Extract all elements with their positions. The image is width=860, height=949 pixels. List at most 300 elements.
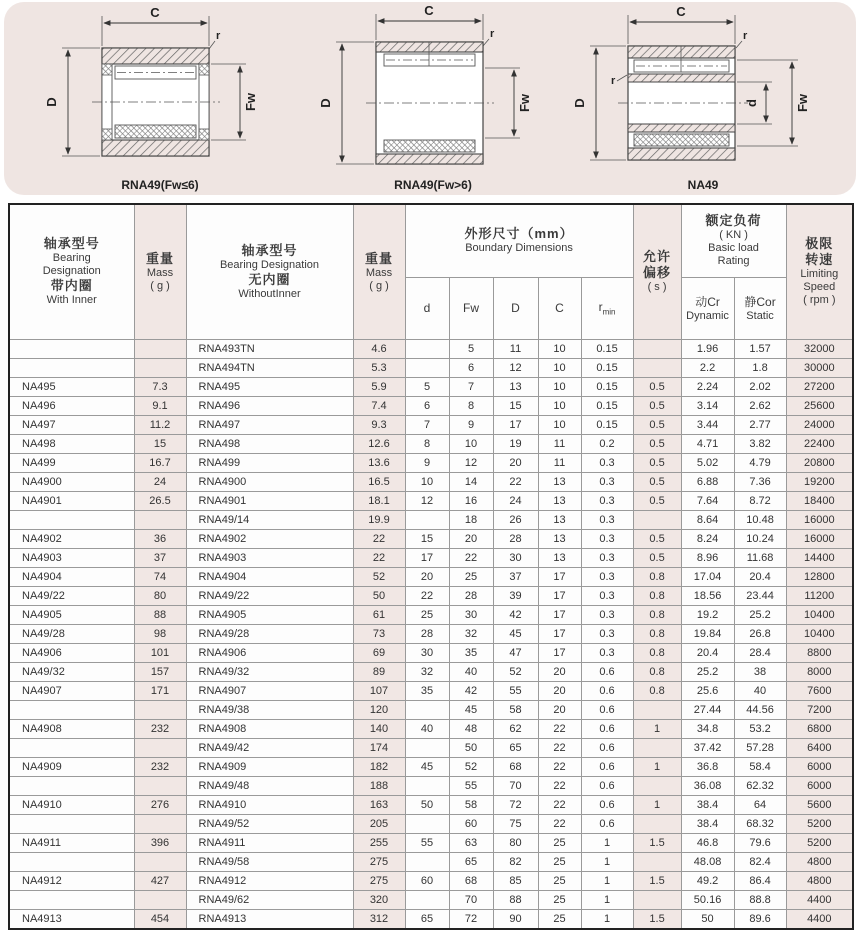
cell-fw: 50 [449,738,493,757]
cell-mass_without: 275 [353,871,405,890]
cell-fw: 32 [449,624,493,643]
cell-s: 0.5 [633,529,681,548]
cell-cor_static: 88.8 [734,890,786,909]
cell-cor_static: 20.4 [734,567,786,586]
cell-rmin: 0.3 [581,453,633,472]
cell-d: 6 [405,396,449,415]
bearing-cross-section-rna49-large [302,2,564,188]
cell-cor_static: 2.62 [734,396,786,415]
cell-s: 0.5 [633,396,681,415]
cell-mass_with [134,852,186,871]
cell-fw: 16 [449,491,493,510]
cell-s: 0.8 [633,681,681,700]
cell-s: 0.5 [633,491,681,510]
cell-with_inner [9,776,134,795]
header-allowable-offset: 允许 偏移 ( s ) [633,204,681,339]
cell-fw: 72 [449,909,493,929]
cell-D: 11 [493,339,538,358]
cell-mass_with: 9.1 [134,396,186,415]
table-row [9,605,853,624]
header-limiting-speed: 极限 转速 Limiting Speed ( rpm ) [786,204,853,339]
cell-mass_without: 22 [353,548,405,567]
header-boundary-dimensions: 外形尺寸（mm） Boundary Dimensions [405,204,633,277]
table-row [9,738,853,757]
cell-rmin: 0.6 [581,662,633,681]
cell-fw: 20 [449,529,493,548]
cell-with_inner: NA4901 [9,491,134,510]
cell-C: 22 [538,738,581,757]
cell-mass_without: 61 [353,605,405,624]
table-row [9,681,853,700]
cell-speed: 16000 [786,529,853,548]
cell-mass_with: 7.3 [134,377,186,396]
cell-cor_static: 64 [734,795,786,814]
cell-D: 24 [493,491,538,510]
dim-label-C: C [150,5,160,20]
cell-C: 20 [538,662,581,681]
cell-cor_static: 28.4 [734,643,786,662]
cell-mass_with: 427 [134,871,186,890]
cell-s: 0.8 [633,643,681,662]
cell-with_inner: NA499 [9,453,134,472]
table-row [9,453,853,472]
cell-without_inner: RNA4903 [186,548,353,567]
cell-C: 10 [538,339,581,358]
cell-mass_without: 52 [353,567,405,586]
cell-d: 17 [405,548,449,567]
cell-mass_without: 7.4 [353,396,405,415]
cell-cr_dynamic: 27.44 [681,700,734,719]
table-row [9,814,853,833]
cell-fw: 22 [449,548,493,567]
cell-cr_dynamic: 49.2 [681,871,734,890]
cell-cor_static: 7.36 [734,472,786,491]
cell-d: 65 [405,909,449,929]
cell-cr_dynamic: 50.16 [681,890,734,909]
bearing-diagram-rna49-large [302,2,564,192]
cell-rmin: 0.6 [581,719,633,738]
cell-fw: 52 [449,757,493,776]
bearing-diagrams-panel [4,2,856,195]
cell-C: 22 [538,757,581,776]
cell-speed: 7200 [786,700,853,719]
cell-rmin: 0.2 [581,434,633,453]
cell-cor_static: 68.32 [734,814,786,833]
cell-cr_dynamic: 4.71 [681,434,734,453]
cell-speed: 6800 [786,719,853,738]
cell-cor_static: 44.56 [734,700,786,719]
cell-cr_dynamic: 2.24 [681,377,734,396]
bearing-diagram-rna49-small [22,2,298,192]
cell-s [633,700,681,719]
cell-with_inner [9,852,134,871]
cell-s: 1 [633,795,681,814]
cell-without_inner: RNA49/32 [186,662,353,681]
cell-with_inner: NA498 [9,434,134,453]
cell-d [405,814,449,833]
cell-d: 60 [405,871,449,890]
cell-D: 30 [493,548,538,567]
cell-cor_static: 89.6 [734,909,786,929]
cell-with_inner [9,738,134,757]
cell-with_inner: NA495 [9,377,134,396]
cell-C: 22 [538,776,581,795]
bearing-spec-table [8,203,854,930]
cell-d: 5 [405,377,449,396]
cell-s [633,510,681,529]
cell-speed: 6400 [786,738,853,757]
header-dim-D: D [493,277,538,339]
dim-label-r: r [216,30,221,42]
cell-s: 0.5 [633,434,681,453]
cell-without_inner: RNA49/38 [186,700,353,719]
cell-without_inner: RNA4905 [186,605,353,624]
cell-without_inner: RNA4907 [186,681,353,700]
cell-cr_dynamic: 2.2 [681,358,734,377]
cell-cr_dynamic: 8.24 [681,529,734,548]
cell-cr_dynamic: 34.8 [681,719,734,738]
cell-cr_dynamic: 25.6 [681,681,734,700]
cell-d: 20 [405,567,449,586]
cell-without_inner: RNA49/62 [186,890,353,909]
table-row [9,358,853,377]
table-row [9,852,853,871]
cell-without_inner: RNA4913 [186,909,353,929]
header-dim-C: C [538,277,581,339]
cell-without_inner: RNA4900 [186,472,353,491]
cell-mass_without: 9.3 [353,415,405,434]
table-row [9,510,853,529]
cell-mass_without: 275 [353,852,405,871]
cell-s [633,890,681,909]
cell-D: 15 [493,396,538,415]
cell-d: 9 [405,453,449,472]
cell-fw: 8 [449,396,493,415]
cell-rmin: 0.3 [581,643,633,662]
cell-s: 0.5 [633,472,681,491]
cell-fw: 40 [449,662,493,681]
cell-mass_without: 22 [353,529,405,548]
cell-cor_static: 1.8 [734,358,786,377]
cell-without_inner: RNA495 [186,377,353,396]
cell-D: 13 [493,377,538,396]
cell-without_inner: RNA4902 [186,529,353,548]
cell-mass_without: 107 [353,681,405,700]
cell-cr_dynamic: 1.96 [681,339,734,358]
cell-speed: 20800 [786,453,853,472]
bearing-cross-section-na49 [568,2,838,188]
cell-D: 82 [493,852,538,871]
cell-s [633,814,681,833]
cell-d: 12 [405,491,449,510]
table-row [9,795,853,814]
cell-fw: 58 [449,795,493,814]
cell-C: 17 [538,624,581,643]
cell-speed: 10400 [786,605,853,624]
cell-d: 7 [405,415,449,434]
cell-mass_with: 171 [134,681,186,700]
dim-label-C: C [424,3,434,18]
cell-without_inner: RNA4901 [186,491,353,510]
cell-cor_static: 11.68 [734,548,786,567]
cell-with_inner [9,890,134,909]
cell-d: 22 [405,586,449,605]
cell-s: 0.8 [633,624,681,643]
cell-with_inner: NA4909 [9,757,134,776]
header-without-inner: 轴承型号 Bearing Designation 无内圈 WithoutInner [186,204,353,339]
cell-rmin: 0.6 [581,738,633,757]
cell-D: 42 [493,605,538,624]
cell-s: 0.5 [633,548,681,567]
cell-s: 0.5 [633,377,681,396]
cell-cor_static: 26.8 [734,624,786,643]
cell-cor_static: 38 [734,662,786,681]
cell-speed: 4400 [786,909,853,929]
cell-mass_without: 120 [353,700,405,719]
cell-speed: 7600 [786,681,853,700]
cell-mass_without: 13.6 [353,453,405,472]
cell-mass_without: 205 [353,814,405,833]
cell-d: 15 [405,529,449,548]
table-row [9,491,853,510]
cell-mass_without: 5.9 [353,377,405,396]
cell-speed: 22400 [786,434,853,453]
cell-C: 25 [538,833,581,852]
cell-mass_with: 26.5 [134,491,186,510]
cell-cor_static: 1.57 [734,339,786,358]
cell-cr_dynamic: 5.02 [681,453,734,472]
cell-cor_static: 10.48 [734,510,786,529]
cell-rmin: 0.3 [581,605,633,624]
cell-D: 12 [493,358,538,377]
cell-cr_dynamic: 8.96 [681,548,734,567]
table-row [9,434,853,453]
cell-fw: 42 [449,681,493,700]
cell-mass_with: 24 [134,472,186,491]
cell-C: 25 [538,852,581,871]
cell-with_inner [9,814,134,833]
cell-mass_without: 16.5 [353,472,405,491]
cell-d: 25 [405,605,449,624]
cell-with_inner: NA4908 [9,719,134,738]
dim-label-r: r [611,75,616,87]
cell-without_inner: RNA4909 [186,757,353,776]
cell-without_inner: RNA49/28 [186,624,353,643]
cell-d: 45 [405,757,449,776]
cell-s: 0.8 [633,662,681,681]
table-row [9,624,853,643]
cell-d: 32 [405,662,449,681]
cell-C: 17 [538,567,581,586]
cell-s [633,358,681,377]
cell-with_inner: NA4913 [9,909,134,929]
cell-d: 28 [405,624,449,643]
cell-speed: 5200 [786,833,853,852]
table-row [9,700,853,719]
cell-speed: 30000 [786,358,853,377]
cell-rmin: 0.3 [581,548,633,567]
cell-C: 22 [538,719,581,738]
cell-d: 55 [405,833,449,852]
cell-mass_with: 454 [134,909,186,929]
cell-C: 10 [538,358,581,377]
cell-cor_static: 79.6 [734,833,786,852]
cell-mass_with: 98 [134,624,186,643]
cell-without_inner: RNA4904 [186,567,353,586]
cell-with_inner: NA4910 [9,795,134,814]
cell-with_inner [9,339,134,358]
cell-d [405,700,449,719]
cell-rmin: 1 [581,909,633,929]
cell-with_inner [9,510,134,529]
cell-mass_with [134,738,186,757]
cell-s: 0.5 [633,415,681,434]
cell-cr_dynamic: 19.84 [681,624,734,643]
header-dim-rmin: $r_{min}$ [581,277,633,339]
dim-label-Fw: Fw [795,93,810,113]
cell-fw: 63 [449,833,493,852]
cell-mass_with [134,890,186,909]
cell-cor_static: 2.77 [734,415,786,434]
cell-C: 11 [538,434,581,453]
cell-D: 37 [493,567,538,586]
dim-label-d: d [744,99,759,107]
cell-s: 1 [633,719,681,738]
cell-mass_with: 37 [134,548,186,567]
cell-C: 10 [538,377,581,396]
header-dynamic-cr: 动Cr Dynamic [681,277,734,339]
cell-D: 75 [493,814,538,833]
cell-with_inner: NA497 [9,415,134,434]
cell-D: 20 [493,453,538,472]
cell-speed: 27200 [786,377,853,396]
cell-cor_static: 86.4 [734,871,786,890]
header-dim-d: d [405,277,449,339]
cell-rmin: 0.3 [581,624,633,643]
cell-mass_with: 232 [134,719,186,738]
cell-mass_without: 174 [353,738,405,757]
cell-d: 50 [405,795,449,814]
cell-s: 0.8 [633,586,681,605]
cell-cr_dynamic: 37.42 [681,738,734,757]
cell-mass_with: 396 [134,833,186,852]
table-row [9,643,853,662]
cell-C: 17 [538,586,581,605]
cell-fw: 70 [449,890,493,909]
cell-rmin: 0.15 [581,339,633,358]
cell-fw: 48 [449,719,493,738]
cell-without_inner: RNA497 [186,415,353,434]
cell-cr_dynamic: 25.2 [681,662,734,681]
header-basic-load-rating: 额定负荷 ( KN ) Basic load Rating [681,204,786,277]
table-row [9,529,853,548]
cell-cr_dynamic: 6.88 [681,472,734,491]
cell-with_inner [9,700,134,719]
cell-mass_without: 69 [353,643,405,662]
cell-fw: 60 [449,814,493,833]
cell-mass_with: 80 [134,586,186,605]
table-row [9,472,853,491]
cell-rmin: 0.3 [581,529,633,548]
table-row [9,548,853,567]
cell-fw: 18 [449,510,493,529]
cell-fw: 6 [449,358,493,377]
table-row [9,396,853,415]
cell-rmin: 0.6 [581,700,633,719]
cell-rmin: 0.15 [581,415,633,434]
cell-rmin: 1 [581,833,633,852]
cell-speed: 8800 [786,643,853,662]
cell-s: 0.8 [633,605,681,624]
cell-rmin: 0.6 [581,681,633,700]
cell-cr_dynamic: 50 [681,909,734,929]
cell-d: 10 [405,472,449,491]
cell-with_inner: NA4911 [9,833,134,852]
cell-C: 13 [538,510,581,529]
cell-rmin: 0.3 [581,567,633,586]
cell-rmin: 0.3 [581,472,633,491]
cell-with_inner: NA49/22 [9,586,134,605]
cell-D: 19 [493,434,538,453]
bearing-diagram-na49 [568,2,838,192]
cell-mass_with [134,510,186,529]
cell-D: 22 [493,472,538,491]
cell-mass_without: 255 [353,833,405,852]
cell-mass_without: 182 [353,757,405,776]
cell-without_inner: RNA4912 [186,871,353,890]
cell-cr_dynamic: 38.4 [681,814,734,833]
bearing-cross-section-rna49-small [22,2,298,188]
dim-label-D: D [318,98,333,108]
cell-d [405,852,449,871]
cell-mass_with: 36 [134,529,186,548]
cell-speed: 6000 [786,757,853,776]
table-row [9,909,853,929]
cell-mass_with [134,700,186,719]
cell-mass_without: 188 [353,776,405,795]
cell-mass_without: 4.6 [353,339,405,358]
header-mass-without-inner: 重量 Mass ( g ) [353,204,405,339]
cell-C: 13 [538,529,581,548]
cell-mass_with: 11.2 [134,415,186,434]
cell-fw: 68 [449,871,493,890]
cell-without_inner: RNA49/14 [186,510,353,529]
cell-d [405,510,449,529]
cell-fw: 9 [449,415,493,434]
cell-with_inner: NA4912 [9,871,134,890]
cell-cr_dynamic: 48.08 [681,852,734,871]
cell-cor_static: 57.28 [734,738,786,757]
cell-without_inner: RNA499 [186,453,353,472]
cell-with_inner: NA4902 [9,529,134,548]
cell-speed: 14400 [786,548,853,567]
cell-fw: 5 [449,339,493,358]
cell-fw: 10 [449,434,493,453]
cell-cor_static: 4.79 [734,453,786,472]
cell-mass_with: 74 [134,567,186,586]
cell-rmin: 0.6 [581,795,633,814]
cell-speed: 10400 [786,624,853,643]
cell-cr_dynamic: 17.04 [681,567,734,586]
cell-D: 28 [493,529,538,548]
cell-cor_static: 8.72 [734,491,786,510]
cell-with_inner: NA4905 [9,605,134,624]
cell-C: 13 [538,548,581,567]
cell-D: 65 [493,738,538,757]
cell-cor_static: 25.2 [734,605,786,624]
cell-cor_static: 62.32 [734,776,786,795]
cell-mass_without: 89 [353,662,405,681]
